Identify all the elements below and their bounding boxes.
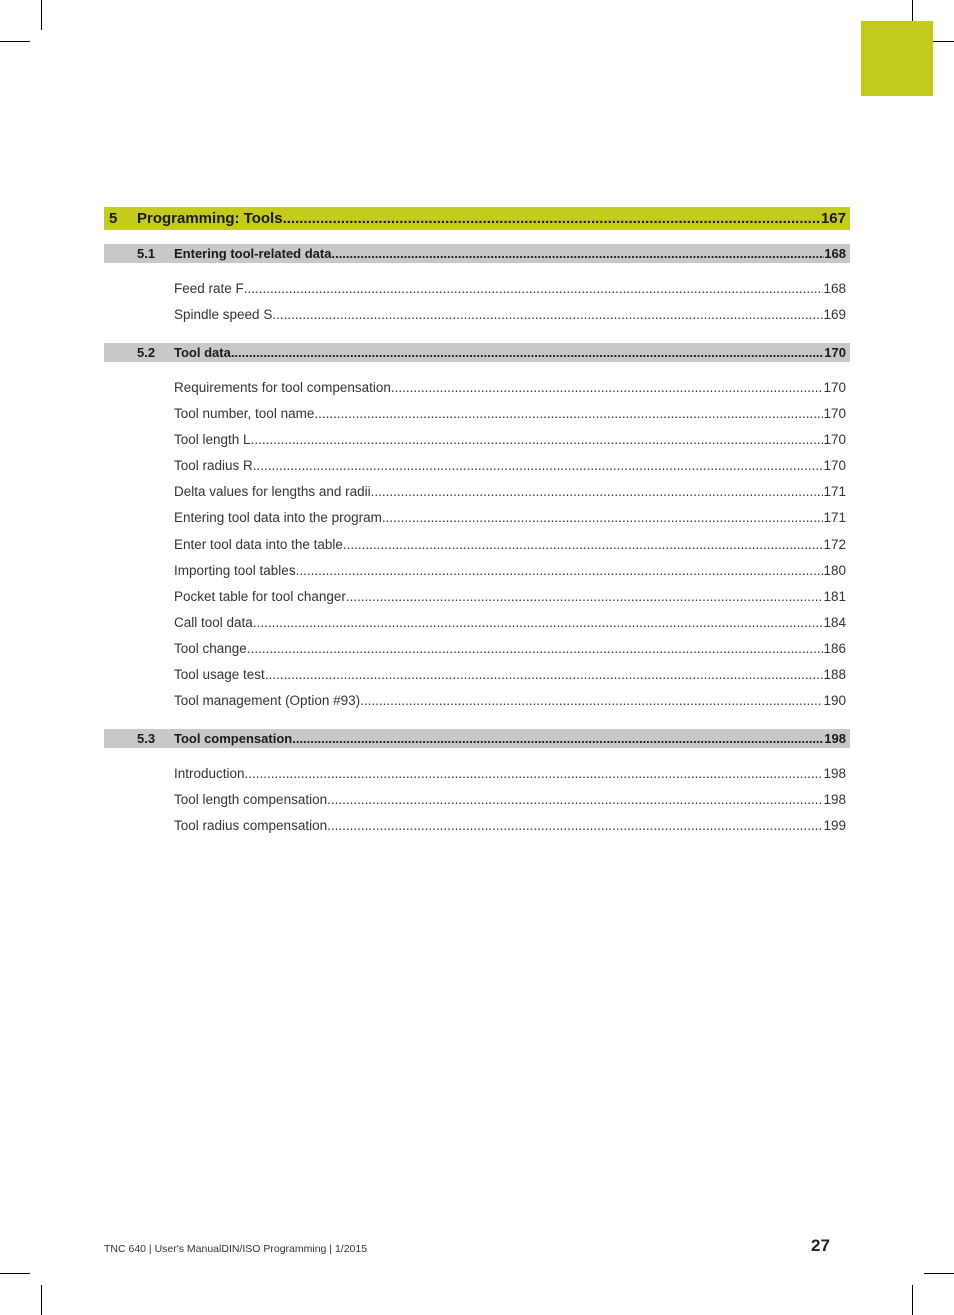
toc-entry[interactable] [104, 615, 850, 635]
entry-title: Tool radius compensation [174, 818, 328, 833]
entry-title: Tool length L [174, 432, 251, 447]
toc-entry[interactable] [104, 484, 850, 504]
entry-page: 170 [823, 406, 846, 421]
toc-entry[interactable] [104, 693, 850, 713]
toc-entry[interactable] [104, 458, 850, 478]
section-page: 198 [824, 731, 846, 746]
entry-page: 199 [823, 818, 846, 833]
entry-title: Feed rate F [174, 281, 244, 296]
toc-entry[interactable] [104, 766, 850, 786]
entry-page: 184 [823, 615, 846, 630]
entry-page: 171 [823, 510, 846, 525]
toc-entry[interactable] [104, 792, 850, 812]
toc-entry[interactable] [104, 406, 850, 426]
crop-mark [0, 41, 30, 42]
entry-page: 168 [823, 281, 846, 296]
entry-title: Requirements for tool compensation [174, 380, 391, 395]
entry-page: 180 [823, 563, 846, 578]
section-title: Entering tool-related data [174, 246, 332, 261]
crop-mark [0, 1273, 30, 1274]
crop-mark [912, 1285, 913, 1315]
toc-entry[interactable] [104, 380, 850, 400]
dot-leader [371, 484, 824, 499]
toc-entry[interactable] [104, 667, 850, 687]
section-title: Tool data [174, 345, 231, 360]
entry-title: Tool radius R [174, 458, 253, 473]
section-number: 5.3 [137, 731, 156, 746]
entry-page: 171 [823, 484, 846, 499]
chapter-tab [861, 21, 933, 96]
entry-page: 181 [823, 589, 846, 604]
chapter-number: 5 [109, 210, 118, 227]
dot-leader [360, 693, 823, 708]
entry-page: 188 [823, 667, 846, 682]
dot-leader [253, 615, 824, 630]
dot-leader [292, 731, 824, 746]
chapter-title: Programming: Tools [137, 210, 283, 227]
dot-leader [331, 246, 824, 261]
crop-mark [924, 1273, 954, 1274]
dot-leader [247, 641, 824, 656]
entry-title: Tool number, tool name [174, 406, 315, 421]
toc-section-5-1[interactable] [104, 244, 850, 263]
entry-title: Tool change [174, 641, 247, 656]
toc-section-5-3[interactable] [104, 729, 850, 748]
toc-entry[interactable] [104, 563, 850, 583]
crop-mark [41, 1285, 42, 1315]
entry-page: 198 [823, 766, 846, 781]
section-page: 168 [824, 246, 846, 261]
dot-leader [265, 667, 824, 682]
entry-page: 190 [823, 693, 846, 708]
section-title: Tool compensation [174, 731, 293, 746]
dot-leader [327, 792, 823, 807]
entry-title: Delta values for lengths and radii [174, 484, 371, 499]
dot-leader [296, 563, 824, 578]
dot-leader [382, 510, 824, 525]
dot-leader [314, 406, 823, 421]
entry-page: 170 [823, 380, 846, 395]
section-page: 170 [824, 345, 846, 360]
dot-leader [231, 345, 824, 360]
entry-page: 172 [823, 537, 846, 552]
entry-title: Introduction [174, 766, 245, 781]
toc-entry[interactable] [104, 307, 850, 327]
toc-entry[interactable] [104, 537, 850, 557]
dot-leader [251, 432, 824, 447]
toc-entry[interactable] [104, 641, 850, 661]
dot-leader [272, 307, 823, 322]
entry-page: 170 [823, 432, 846, 447]
entry-title: Tool management (Option #93) [174, 693, 361, 708]
toc-entry[interactable] [104, 510, 850, 530]
dot-leader [343, 537, 824, 552]
entry-title: Enter tool data into the table [174, 537, 343, 552]
entry-page: 169 [823, 307, 846, 322]
entry-title: Tool length compensation [174, 792, 328, 807]
toc-entry[interactable] [104, 432, 850, 452]
toc-section-5-2[interactable] [104, 343, 850, 362]
entry-page: 198 [823, 792, 846, 807]
chapter-page: 167 [820, 210, 846, 227]
entry-page: 186 [823, 641, 846, 656]
entry-title: Call tool data [174, 615, 253, 630]
toc-entry[interactable] [104, 818, 850, 838]
footer-text: TNC 640 | User's ManualDIN/ISO Programming | 1/2015 [104, 1243, 368, 1255]
toc-chapter-heading[interactable] [104, 207, 850, 230]
page-number: 27 [811, 1236, 830, 1255]
dot-leader [283, 210, 821, 227]
entry-title: Spindle speed S [174, 307, 273, 322]
entry-page: 170 [823, 458, 846, 473]
toc-entry[interactable] [104, 281, 850, 301]
entry-title: Importing tool tables [174, 563, 296, 578]
entry-title: Pocket table for tool changer [174, 589, 346, 604]
dot-leader [327, 818, 823, 833]
section-number: 5.2 [137, 345, 156, 360]
dot-leader [346, 589, 824, 604]
toc-entry[interactable] [104, 589, 850, 609]
crop-mark [41, 0, 42, 30]
dot-leader [391, 380, 824, 395]
entry-title: Tool usage test [174, 667, 265, 682]
entry-title: Entering tool data into the program [174, 510, 382, 525]
dot-leader [253, 458, 824, 473]
dot-leader [245, 766, 824, 781]
section-number: 5.1 [137, 246, 156, 261]
dot-leader [244, 281, 824, 296]
